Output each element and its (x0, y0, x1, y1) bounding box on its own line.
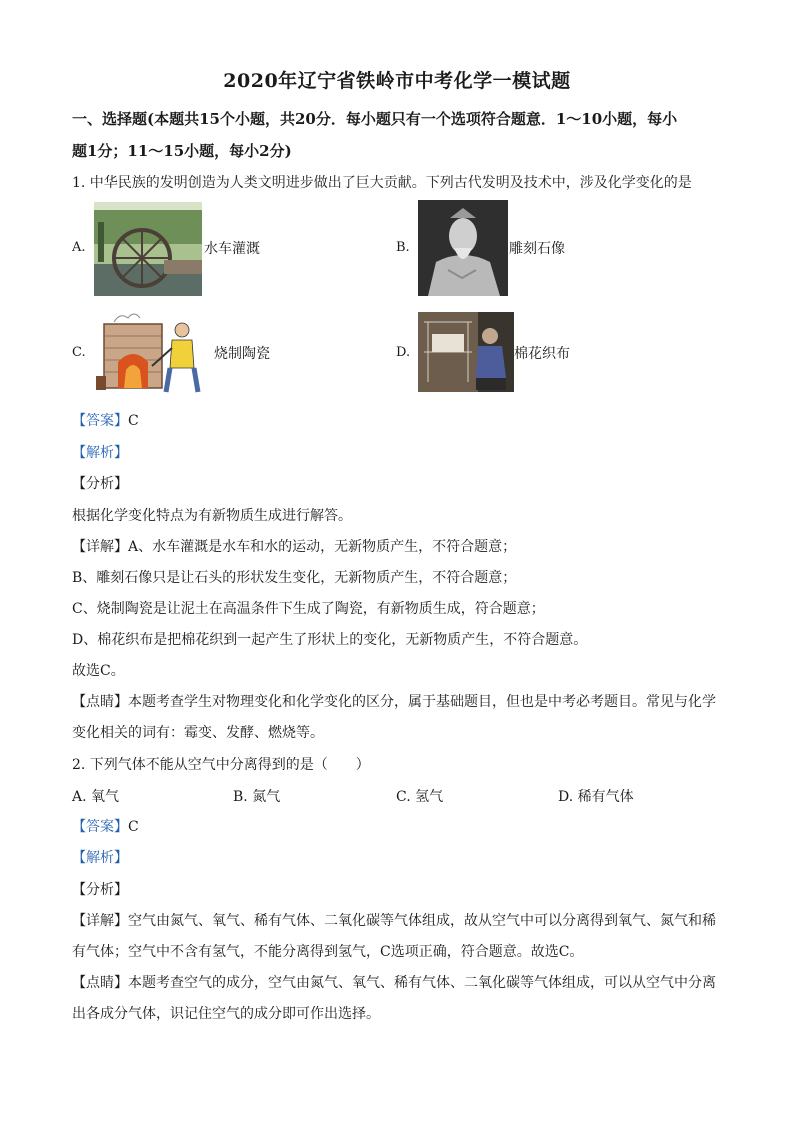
stone-statue-photo (418, 200, 508, 296)
detail-label: 【详解】 (72, 539, 128, 555)
q2-option-c-letter: C. (396, 789, 411, 805)
answer-label: 【答案】 (72, 413, 128, 429)
q1-detail-c: C、烧制陶瓷是让泥土在高温条件下生成了陶瓷，有新物质生成，符合题意； (72, 601, 545, 617)
pottery-kiln-illustration (94, 310, 206, 396)
detail-label: 【详解】 (72, 913, 128, 929)
point-label: 【点睛】 (72, 975, 128, 991)
q2-option-c-text: 氢气 (415, 789, 444, 805)
q2-point-line1 (72, 972, 716, 992)
q1-option-d-text: 棉花织布 (514, 346, 570, 362)
q1-option-a-letter: A. (72, 240, 86, 255)
q2-option-a (72, 786, 119, 806)
q1-analysis-label: 【解析】 (72, 445, 128, 461)
q1-detail-b: B、雕刻石像只是让石头的形状发生变化，无新物质产生，不符合题意； (72, 570, 517, 586)
point-label: 【点睛】 (72, 694, 128, 710)
q1-conclusion: 故选C。 (72, 663, 125, 679)
q2-option-d (558, 786, 634, 806)
q2-stem: 2. 下列气体不能从空气中分离得到的是（ ） (72, 757, 370, 773)
section-heading-line1: 一、选择题(本题共15个小题，共20分．每小题只有一个选项符合题意．1～10小题，每小 (72, 110, 678, 128)
q2-option-b (233, 786, 280, 806)
q1-fenxi-label: 【分析】 (72, 476, 128, 492)
detail-text: 空气由氮气、氧气、稀有气体、二氧化碳等气体组成，故从空气中可以分离得到氧气、氮气和稀 (128, 913, 716, 929)
answer-value: C (128, 413, 139, 429)
q1-stem: 1. 中华民族的发明创造为人类文明进步做出了巨大贡献。下列古代发明及技术中，涉及化学变化的是 (72, 175, 692, 191)
answer-label: 【答案】 (72, 819, 128, 835)
q1-answer (72, 410, 139, 430)
point-text: 本题考查学生对物理变化和化学变化的区分，属于基础题目，但也是中考必考题目。常见与化学 (128, 694, 716, 710)
q1-option-a-text: 水车灌溉 (204, 241, 260, 257)
q2-answer (72, 816, 139, 836)
q1-point-line1 (72, 691, 716, 711)
detail-text: A、水车灌溉是水车和水的运动，无新物质产生，不符合题意； (128, 539, 517, 555)
q1-detail-d: D、棉花织布是把棉花织到一起产生了形状上的变化，无新物质产生，不符合题意。 (72, 632, 588, 648)
q2-option-d-letter: D. (558, 789, 574, 805)
point-text: 本题考查空气的成分，空气由氮气、氧气、稀有气体、二氧化碳等气体组成，可以从空气中分离 (128, 975, 716, 991)
q1-point-line2: 变化相关的词有：霉变、发酵、燃烧等。 (72, 725, 324, 741)
q1-detail-a (72, 536, 516, 556)
q2-option-b-text: 氮气 (252, 789, 281, 805)
q2-detail-line2: 有气体；空气中不含有氢气，不能分离得到氢气，C选项正确，符合题意。故选C。 (72, 944, 584, 960)
q1-option-d-letter: D. (396, 345, 411, 360)
q2-detail-line1 (72, 910, 716, 930)
q1-option-b-letter: B. (396, 240, 410, 255)
q1-option-b-text: 雕刻石像 (509, 241, 565, 257)
cotton-loom-photo (418, 312, 514, 392)
page-title: 2020年辽宁省铁岭市中考化学一模试题 (223, 70, 571, 92)
q1-option-c-text: 烧制陶瓷 (214, 346, 270, 362)
answer-value: C (128, 819, 139, 835)
water-wheel-photo (94, 202, 202, 296)
q2-option-b-letter: B. (233, 789, 248, 805)
q2-analysis-label: 【解析】 (72, 850, 128, 866)
q2-option-c (396, 786, 443, 806)
q1-option-c-letter: C. (72, 345, 86, 360)
section-heading-line2: 题1分；11～15小题，每小2分) (72, 142, 292, 160)
q2-option-a-text: 氧气 (91, 789, 120, 805)
q2-option-d-text: 稀有气体 (577, 789, 634, 805)
q2-fenxi-label: 【分析】 (72, 882, 128, 898)
q2-option-a-letter: A. (72, 789, 87, 805)
q1-fenxi-text: 根据化学变化特点为有新物质生成进行解答。 (72, 508, 352, 524)
q2-point-line2: 出各成分气体，识记住空气的成分即可作出选择。 (72, 1006, 380, 1022)
